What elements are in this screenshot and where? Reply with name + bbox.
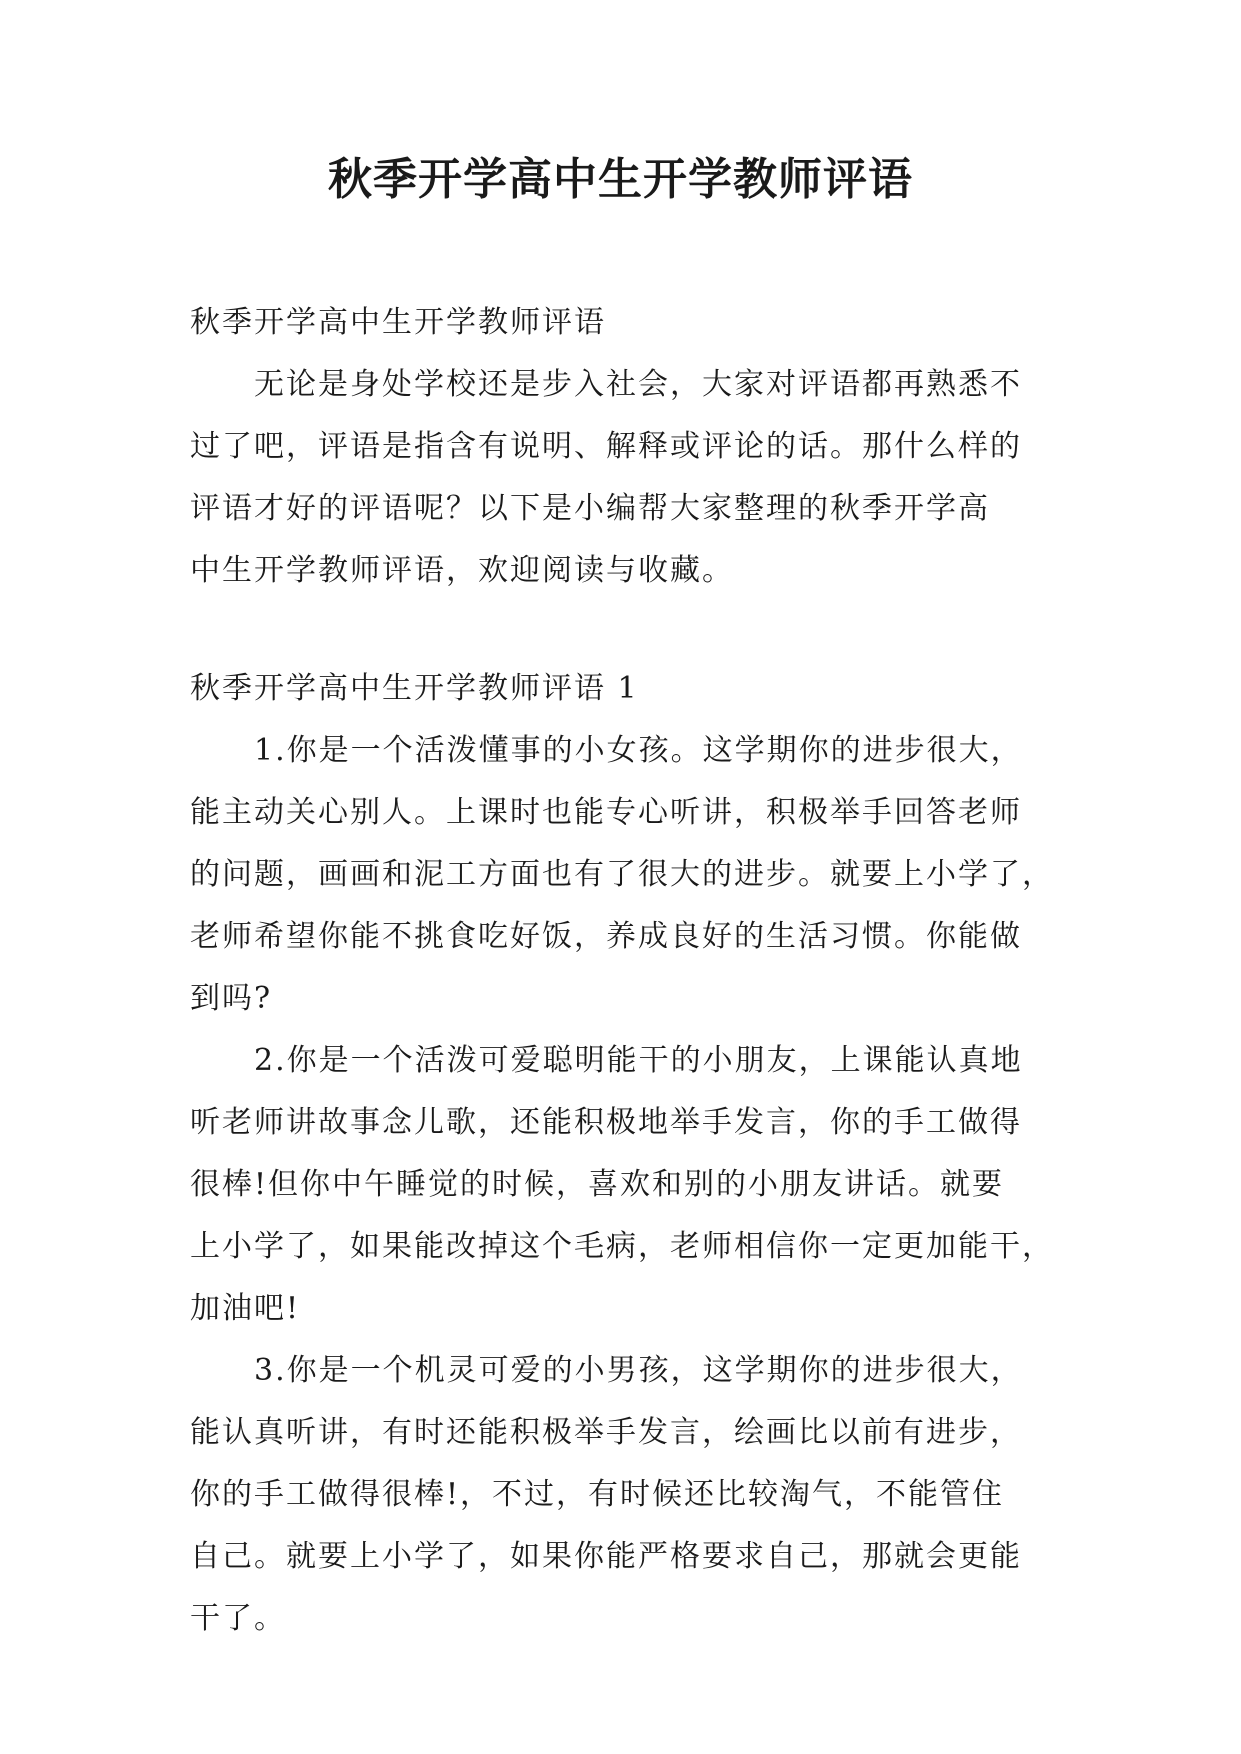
comment-line: 老师希望你能不挑食吃好饭，养成良好的生活习惯。你能做 xyxy=(190,919,1022,954)
comment-item-1 xyxy=(190,720,1052,1030)
comment-line: 能认真听讲，有时还能积极举手发言，绘画比以前有进步， xyxy=(190,1415,1022,1450)
intro-line: 中生开学教师评语，欢迎阅读与收藏。 xyxy=(190,553,734,588)
intro-line: 过了吧，评语是指含有说明、解释或评论的话。那什么样的 xyxy=(190,429,1022,464)
comment-line: 能主动关心别人。上课时也能专心听讲，积极举手回答老师 xyxy=(190,795,1022,830)
intro-line: 评语才好的评语呢？以下是小编帮大家整理的秋季开学高 xyxy=(190,491,990,526)
comment-line: 2.你是一个活泼可爱聪明能干的小朋友，上课能认真地 xyxy=(254,1043,1023,1078)
document-body xyxy=(190,292,1052,1650)
comment-line: 3.你是一个机灵可爱的小男孩，这学期你的进步很大， xyxy=(254,1353,1023,1388)
comment-line: 你的手工做得很棒!，不过，有时候还比较淘气，不能管住 xyxy=(190,1477,1005,1512)
comment-line: 听老师讲故事念儿歌，还能积极地举手发言，你的手工做得 xyxy=(190,1105,1022,1140)
comment-item-2 xyxy=(190,1030,1052,1340)
intro-paragraph xyxy=(190,354,1052,602)
intro-line: 无论是身处学校还是步入社会，大家对评语都再熟悉不 xyxy=(254,367,1022,402)
comment-line: 加油吧! xyxy=(190,1291,301,1326)
paragraph-gap xyxy=(190,602,1052,658)
comment-line: 上小学了，如果能改掉这个毛病，老师相信你一定更加能干， xyxy=(190,1229,1054,1264)
comment-item-3 xyxy=(190,1340,1052,1650)
document-title: 秋季开学高中生开学教师评语 xyxy=(328,154,913,205)
comment-line: 到吗? xyxy=(190,981,273,1016)
comment-line: 自己。就要上小学了，如果你能严格要求自己，那就会更能 xyxy=(190,1539,1022,1574)
section-heading: 秋季开学高中生开学教师评语 1 xyxy=(190,671,639,706)
comment-line: 的问题，画画和泥工方面也有了很大的进步。就要上小学了， xyxy=(190,857,1054,892)
comment-line: 干了。 xyxy=(190,1601,286,1636)
comment-line: 1.你是一个活泼懂事的小女孩。这学期你的进步很大， xyxy=(254,733,1023,768)
comment-line: 很棒!但你中午睡觉的时候，喜欢和别的小朋友讲话。就要 xyxy=(190,1167,1005,1202)
document-subtitle: 秋季开学高中生开学教师评语 xyxy=(190,305,606,340)
